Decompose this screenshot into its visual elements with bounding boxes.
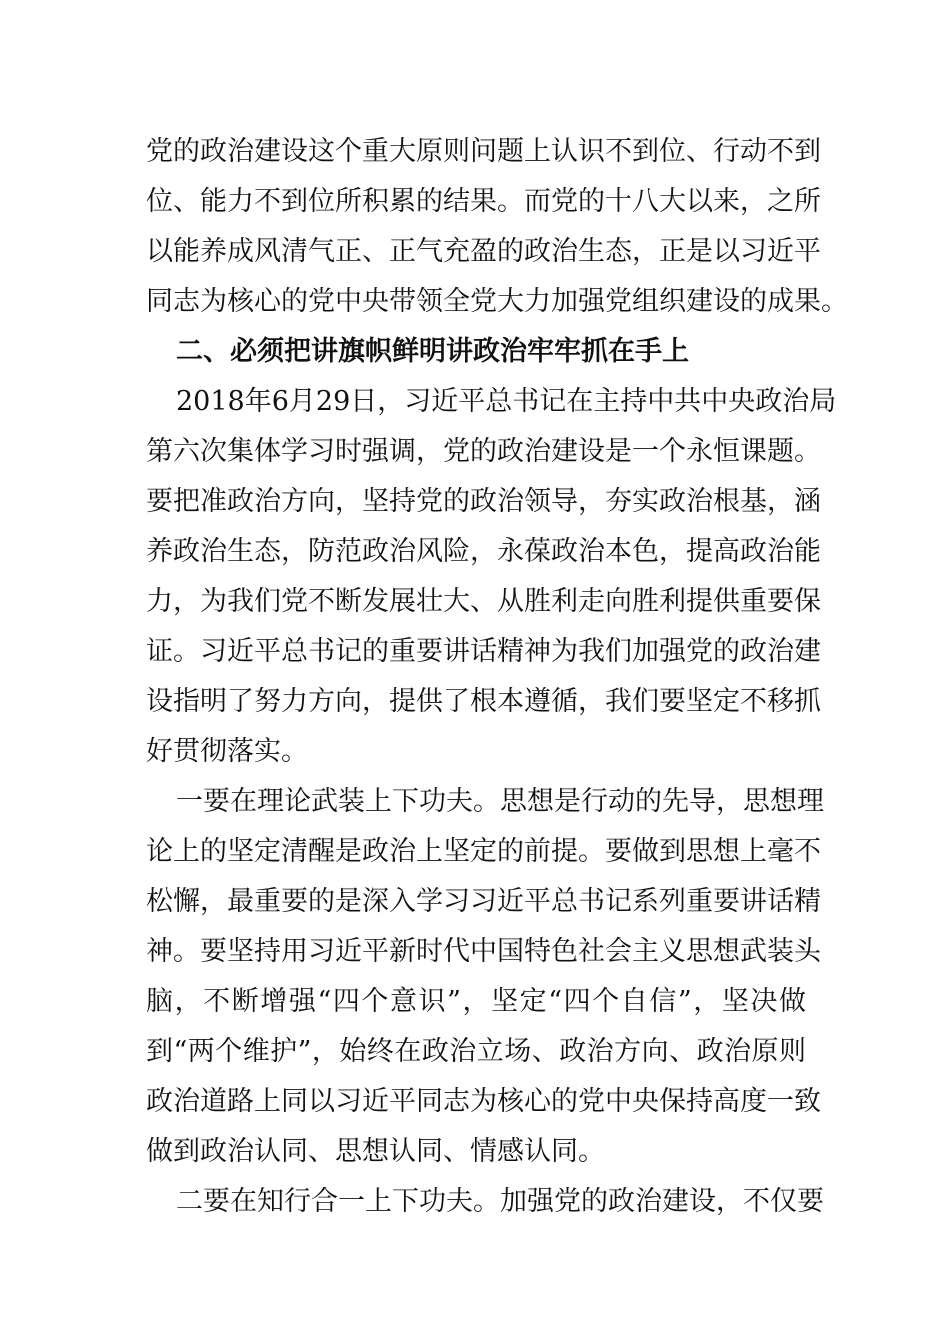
paragraph-3-line-6: 到“两个维护”，始终在政治立场、政治方向、政治原则	[146, 1036, 806, 1067]
paragraph-2-line-4: 养政治生态，防范政治风险，永葆政治本色，提高政治能	[146, 536, 821, 567]
paragraph-2-line-5: 力，为我们党不断发展壮大、从胜利走向胜利提供重要保	[146, 586, 821, 617]
paragraph-2-line-8: 好贯彻落实。	[146, 736, 308, 767]
section-heading-2: 二、必须把讲旗帜鲜明讲政治牢牢抓在手上	[176, 336, 689, 367]
paragraph-2-line-3: 要把准政治方向，坚持党的政治领导，夯实政治根基，涵	[146, 486, 821, 517]
paragraph-1-line-2: 位、能力不到位所积累的结果。而党的十八大以来，之所	[146, 186, 821, 217]
paragraph-2-line-2: 第六次集体学习时强调，党的政治建设是一个永恒课题。	[146, 436, 821, 467]
paragraph-3-line-4: 神。要坚持用习近平新时代中国特色社会主义思想武装头	[146, 936, 821, 967]
paragraph-3-line-1: 一要在理论武装上下功夫。思想是行动的先导，思想理	[176, 786, 824, 817]
paragraph-4-line-1: 二要在知行合一上下功夫。加强党的政治建设，不仅要	[176, 1186, 824, 1217]
paragraph-3-line-2: 论上的坚定清醒是政治上坚定的前提。要做到思想上毫不	[146, 836, 821, 867]
paragraph-3-line-7: 政治道路上同以习近平同志为核心的党中央保持高度一致	[146, 1086, 821, 1117]
paragraph-1-line-4: 同志为核心的党中央带领全党大力加强党组织建设的成果。	[146, 286, 848, 317]
paragraph-3-line-3: 松懈，最重要的是深入学习习近平总书记系列重要讲话精	[146, 886, 821, 917]
paragraph-1-line-1: 党的政治建设这个重大原则问题上认识不到位、行动不到	[146, 136, 821, 167]
paragraph-2-line-6: 证。习近平总书记的重要讲话精神为我们加强党的政治建	[146, 636, 821, 667]
paragraph-1-line-3: 以能养成风清气正、正气充盈的政治生态，正是以习近平	[146, 236, 821, 267]
paragraph-3-line-8: 做到政治认同、思想认同、情感认同。	[146, 1136, 605, 1167]
paragraph-2-line-7: 设指明了努力方向，提供了根本遵循，我们要坚定不移抓	[146, 686, 821, 717]
paragraph-3-line-5: 脑，不断增强“四个意识”，坚定“四个自信”，坚决做	[146, 986, 806, 1017]
paragraph-2-line-1: 2018年6月29日，习近平总书记在主持中共中央政治局	[176, 386, 837, 417]
